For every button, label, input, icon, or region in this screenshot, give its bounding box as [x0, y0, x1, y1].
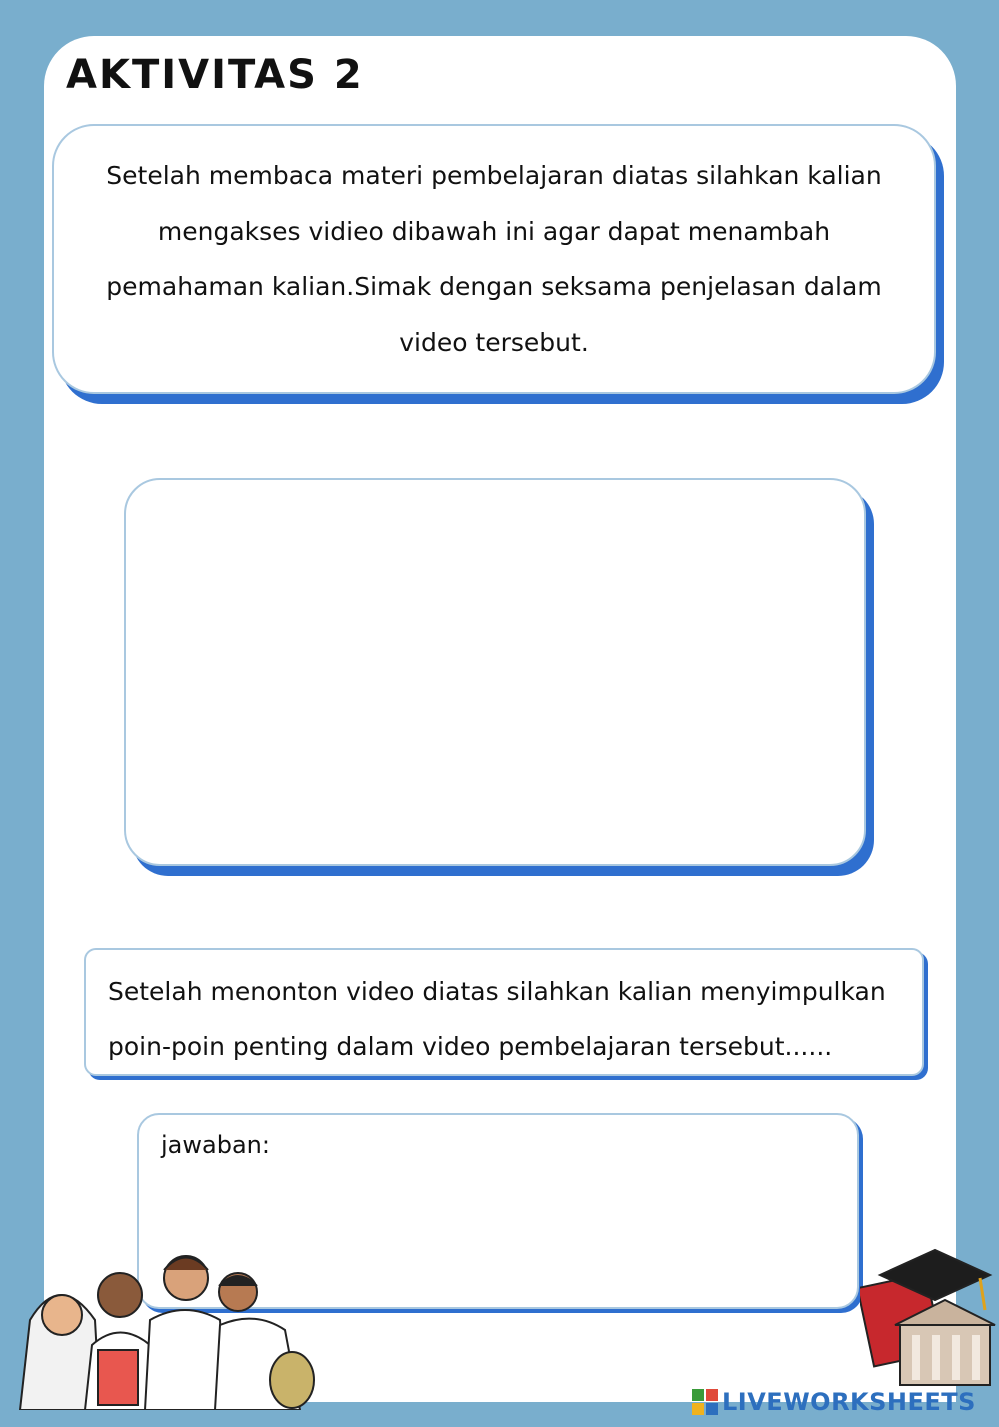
liveworksheets-logo-icon: [692, 1389, 718, 1415]
question-prompt-text: Setelah menonton video diatas silahkan kalian menyimpulkan poin-poin penting dalam video pembelajaran tersebut......: [108, 977, 886, 1061]
instruction-box: [52, 124, 936, 394]
graduation-books-icon: [860, 1240, 999, 1390]
brand-name: LIVEWORKSHEETS: [722, 1388, 976, 1416]
liveworksheets-brand[interactable]: [692, 1386, 976, 1418]
video-embed-frame[interactable]: [124, 478, 866, 866]
page-title: AKTIVITAS 2: [66, 52, 364, 98]
students-illustration: [0, 1240, 330, 1410]
instruction-text: Setelah membaca materi pembelajaran diatas silahkan kalian mengakses vidieo dibawah ini agar dapat menambah pemahaman kalian.Simak dengan seksama penjelasan dalam video tersebut.: [106, 161, 882, 357]
question-prompt-box: [84, 948, 924, 1076]
